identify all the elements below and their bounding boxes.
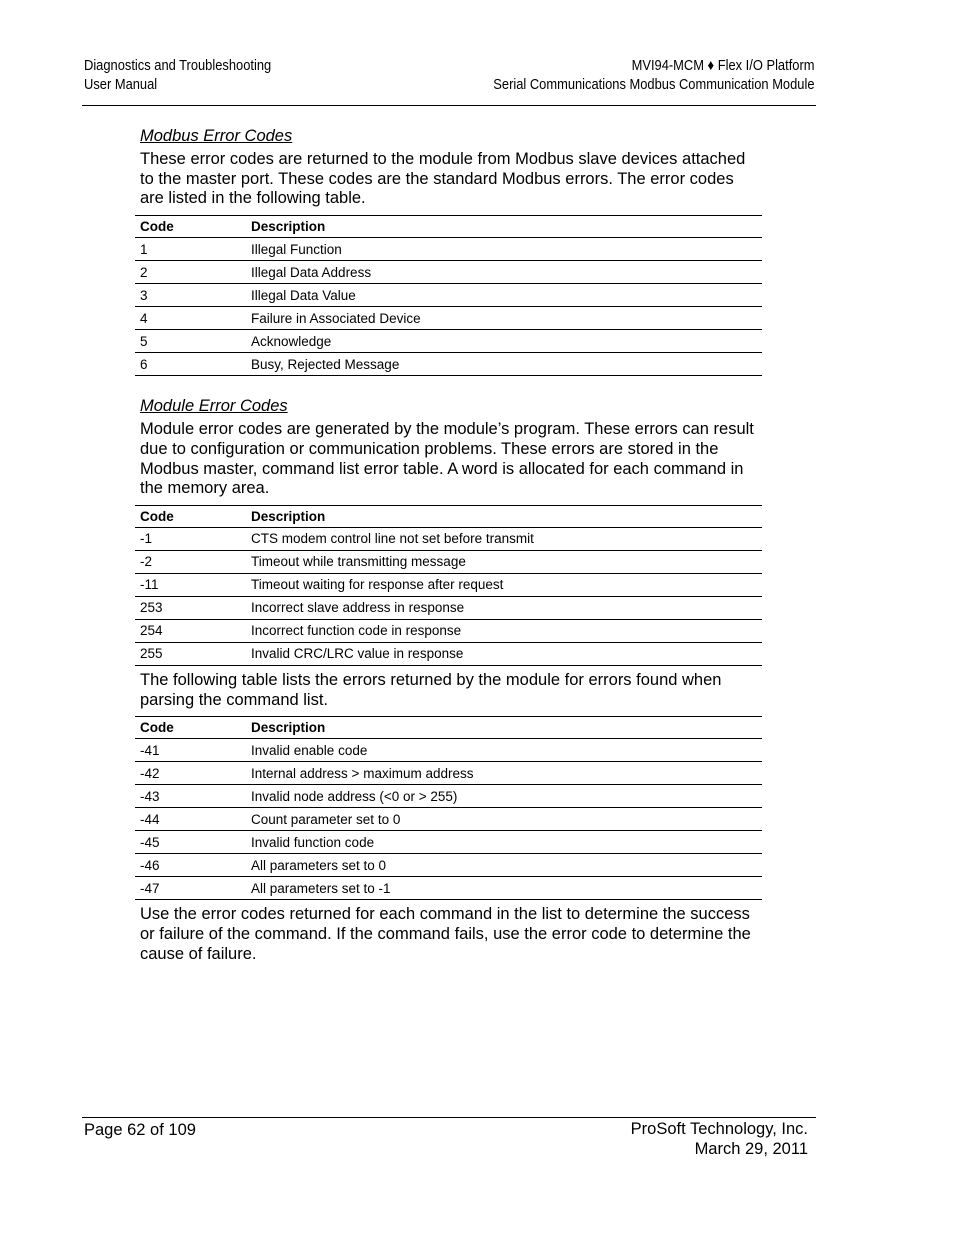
table-row <box>135 854 762 877</box>
description-cell: All parameters set to 0 <box>246 854 762 877</box>
table-row <box>135 307 762 330</box>
description-cell: Invalid node address (<0 or > 255) <box>246 785 762 808</box>
running-header-left <box>84 56 271 94</box>
code-cell: 5 <box>135 330 246 353</box>
description-cell: Invalid CRC/LRC value in response <box>246 642 762 665</box>
description-cell: Failure in Associated Device <box>246 307 762 330</box>
table-header-row <box>135 505 762 527</box>
table-row <box>135 330 762 353</box>
code-cell: 254 <box>135 619 246 642</box>
description-cell: Illegal Data Value <box>246 284 762 307</box>
description-cell: Timeout while transmitting message <box>246 550 762 573</box>
table-row <box>135 596 762 619</box>
code-cell: 2 <box>135 261 246 284</box>
code-cell: 6 <box>135 353 246 376</box>
table-row <box>135 808 762 831</box>
module-error-codes-table <box>135 505 762 666</box>
table-row <box>135 353 762 376</box>
column-header-code: Code <box>135 717 246 739</box>
table-row <box>135 762 762 785</box>
command-list-errors-paragraph: The following table lists the errors returned by the module for errors found when parsing the command list. <box>140 670 722 709</box>
closing-paragraph: Use the error codes returned for each command in the list to determine the success or failure of the command. If the command fails, use the error code to determine the cause of failure. <box>140 905 751 963</box>
command-list-errors-table <box>135 716 762 900</box>
table-row <box>135 877 762 900</box>
page-number: Page 62 of 109 <box>84 1121 196 1139</box>
description-cell: Illegal Function <box>246 238 762 261</box>
column-header-description: Description <box>246 505 762 527</box>
code-cell: 255 <box>135 642 246 665</box>
header-section-title: Diagnostics and Troubleshooting <box>84 57 272 74</box>
publication-date: March 29, 2011 <box>694 1139 808 1158</box>
column-header-code: Code <box>135 505 246 527</box>
column-header-code: Code <box>135 216 246 238</box>
header-product: MVI94-MCM ♦ Flex I/O Platform <box>631 57 814 74</box>
table-row <box>135 642 762 665</box>
page-body <box>140 126 762 970</box>
description-cell: Invalid function code <box>246 831 762 854</box>
modbus-error-codes-paragraph: These error codes are returned to the module from Modbus slave devices attached to the master port. These codes are the standard Modbus errors. The error codes are listed in the following table. <box>140 150 746 208</box>
code-cell: -45 <box>135 831 246 854</box>
column-header-description: Description <box>246 216 762 238</box>
table-row <box>135 831 762 854</box>
description-cell: Count parameter set to 0 <box>246 808 762 831</box>
code-cell: -1 <box>135 527 246 550</box>
table-row <box>135 739 762 762</box>
code-cell: -2 <box>135 550 246 573</box>
code-cell: 4 <box>135 307 246 330</box>
description-cell: All parameters set to -1 <box>246 877 762 900</box>
code-cell: 3 <box>135 284 246 307</box>
table-row <box>135 550 762 573</box>
running-header-right <box>493 56 814 94</box>
header-document-type: User Manual <box>84 76 158 93</box>
code-cell: -44 <box>135 808 246 831</box>
code-cell: -41 <box>135 739 246 762</box>
description-cell: CTS modem control line not set before transmit <box>246 527 762 550</box>
table-row <box>135 527 762 550</box>
description-cell: Acknowledge <box>246 330 762 353</box>
module-error-codes-paragraph: Module error codes are generated by the module’s program. These errors can result due to configuration or communication problems. These errors are stored in the Modbus master, command list error table. A word is allocated for each command in the memory area. <box>140 420 754 498</box>
table-row <box>135 573 762 596</box>
code-cell: -11 <box>135 573 246 596</box>
header-rule <box>82 105 816 106</box>
code-cell: -47 <box>135 877 246 900</box>
description-cell: Incorrect function code in response <box>246 619 762 642</box>
description-cell: Incorrect slave address in response <box>246 596 762 619</box>
description-cell: Timeout waiting for response after request <box>246 573 762 596</box>
description-cell: Illegal Data Address <box>246 261 762 284</box>
modbus-error-codes-heading: Modbus Error Codes <box>140 127 293 145</box>
footer-right <box>631 1120 808 1159</box>
table-row <box>135 284 762 307</box>
module-error-codes-heading: Module Error Codes <box>140 397 288 416</box>
modbus-error-codes-table <box>135 215 762 376</box>
description-cell: Busy, Rejected Message <box>246 353 762 376</box>
description-cell: Internal address > maximum address <box>246 762 762 785</box>
column-header-description: Description <box>246 717 762 739</box>
table-header-row <box>135 717 762 739</box>
table-row <box>135 261 762 284</box>
description-cell: Invalid enable code <box>246 739 762 762</box>
code-cell: -43 <box>135 785 246 808</box>
code-cell: 1 <box>135 238 246 261</box>
footer-rule <box>82 1117 816 1118</box>
code-cell: 253 <box>135 596 246 619</box>
code-cell: -42 <box>135 762 246 785</box>
company-name: ProSoft Technology, Inc. <box>630 1120 808 1138</box>
table-row <box>135 238 762 261</box>
code-cell: -46 <box>135 854 246 877</box>
header-product-description: Serial Communications Modbus Communication Module <box>492 76 814 93</box>
table-row <box>135 619 762 642</box>
table-header-row <box>135 216 762 238</box>
table-row <box>135 785 762 808</box>
